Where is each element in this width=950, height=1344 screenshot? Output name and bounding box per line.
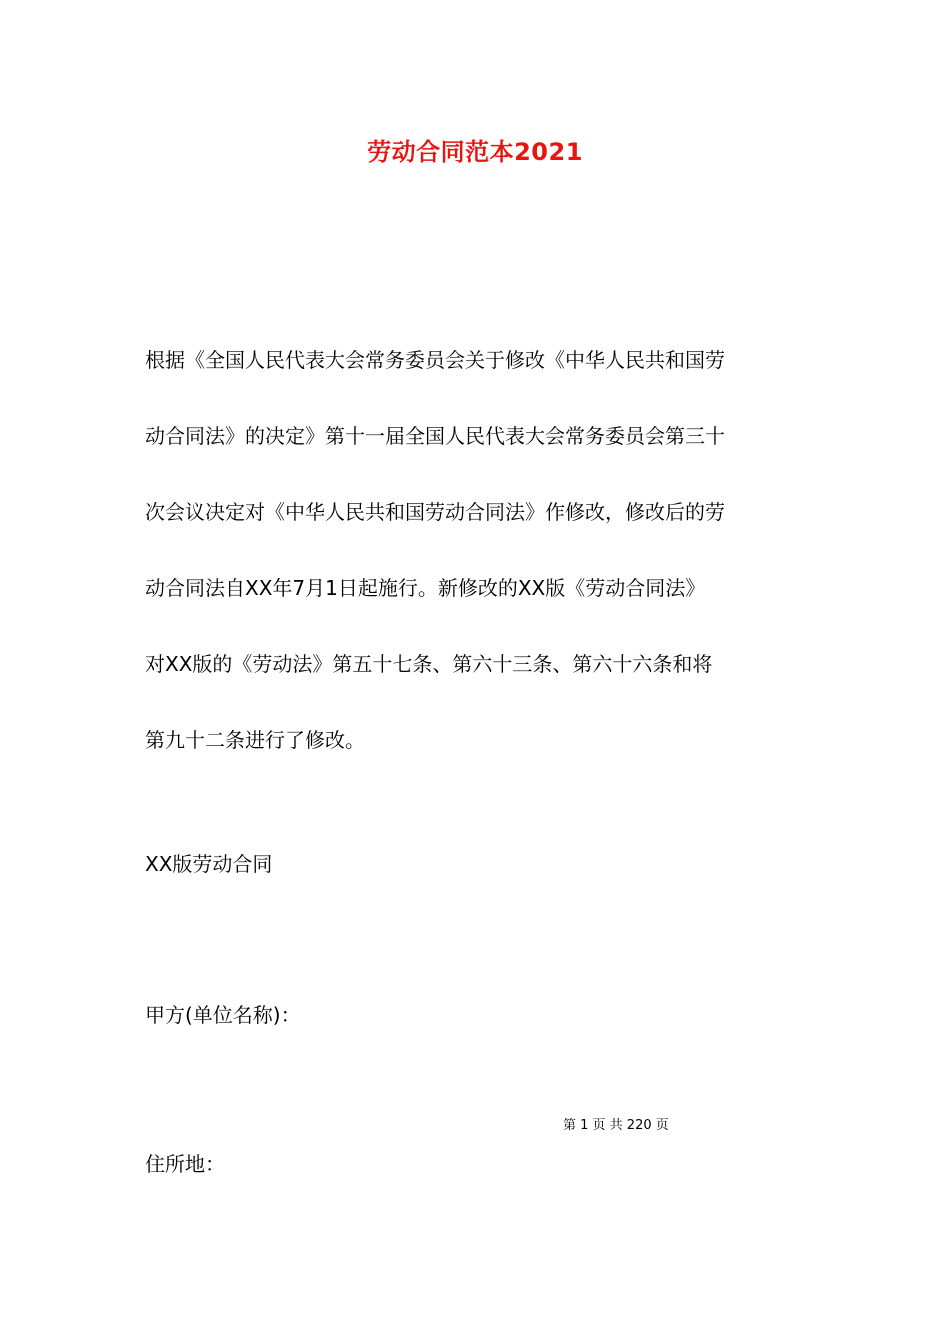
section-heading: XX版劳动合同 bbox=[145, 852, 273, 876]
page-footer: 第 1 页 共 220 页 bbox=[563, 1118, 669, 1133]
paragraph-line: 根据《全国人民代表大会常务委员会关于修改《中华人民共和国劳 bbox=[145, 348, 725, 372]
paragraph-line: 对XX版的《劳动法》第五十七条、第六十三条、第六十六条和将 bbox=[145, 652, 713, 676]
paragraph-line: 第九十二条进行了修改。 bbox=[145, 728, 365, 752]
address-label: 住所地： bbox=[145, 1152, 225, 1176]
paragraph-line: 次会议决定对《中华人民共和国劳动合同法》作修改，修改后的劳 bbox=[145, 500, 725, 524]
intro-paragraph bbox=[145, 322, 810, 778]
paragraph-line: 动合同法自XX年7月1日起施行。新修改的XX版《劳动合同法》 bbox=[145, 576, 706, 600]
document-title: 劳动合同范本2021 bbox=[367, 138, 583, 166]
paragraph-line: 动合同法》的决定》第十一届全国人民代表大会常务委员会第三十 bbox=[145, 424, 725, 448]
party-a-label: 甲方(单位名称)： bbox=[145, 1003, 301, 1027]
